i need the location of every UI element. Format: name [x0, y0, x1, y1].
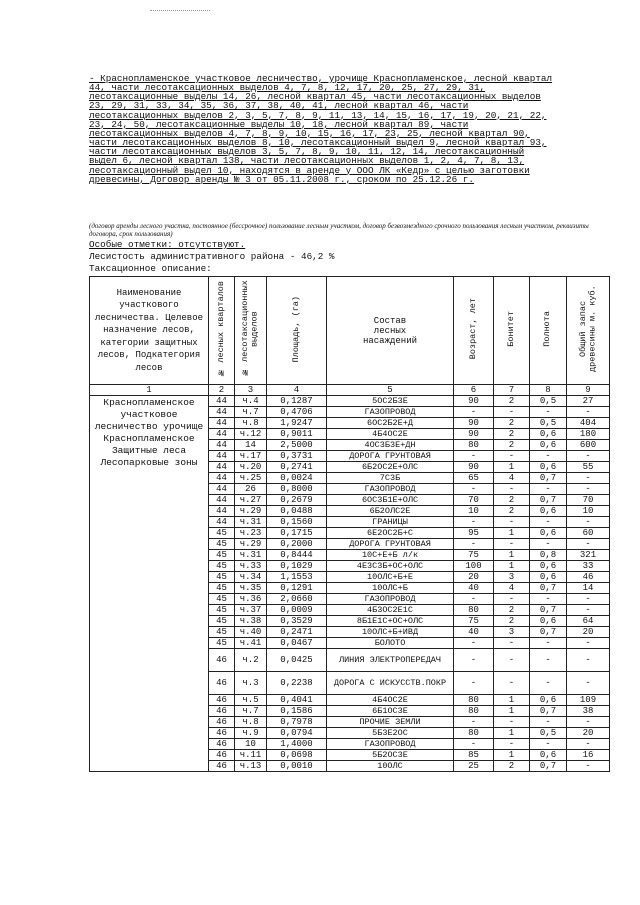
table-cell: - — [494, 672, 530, 695]
header-cell: Наименование участкового лесничества. Целевое назначение лесов, категории защитных лесов, Подкатегория лесов — [90, 277, 209, 385]
table-cell: 46 — [209, 672, 235, 695]
table-cell: - — [567, 739, 610, 750]
paragraph-line: 23, 29, 31, 33, 34, 35, 36, 37, 38, 40, 41, лесной квартал 46, части — [89, 101, 469, 111]
table-cell: - — [454, 484, 494, 495]
paragraph-line: - Краснопламенское участковое лесничество, урочище Краснопламенское, лесной квартал — [89, 74, 553, 84]
table-cell: 2 — [494, 506, 530, 517]
table-cell: ч.25 — [235, 473, 267, 484]
table-cell: 46 — [209, 750, 235, 761]
table-cell: БОЛОТО — [327, 638, 454, 649]
table-cell: ч.5 — [235, 695, 267, 706]
table-cell: - — [567, 407, 610, 418]
table-cell: 44 — [209, 495, 235, 506]
table-cell: 4Б4ОС2Е — [327, 695, 454, 706]
table-cell: 45 — [209, 605, 235, 616]
table-cell: 45 — [209, 583, 235, 594]
table-cell: 7С3Б — [327, 473, 454, 484]
table-cell: 0,6 — [530, 561, 567, 572]
table-cell: ч.40 — [235, 627, 267, 638]
table-cell: - — [454, 539, 494, 550]
table-cell: ч.29 — [235, 539, 267, 550]
table-cell: ч.7 — [235, 407, 267, 418]
table-cell: ГАЗОПРОВОД — [327, 739, 454, 750]
table-cell: - — [567, 484, 610, 495]
column-number-cell: 2 — [209, 385, 235, 396]
table-cell: ч.29 — [235, 506, 267, 517]
table-cell: 44 — [209, 429, 235, 440]
table-cell: 0,1715 — [267, 528, 327, 539]
table-cell: ч.12 — [235, 429, 267, 440]
table-cell: - — [530, 517, 567, 528]
table-cell: - — [567, 717, 610, 728]
table-cell: 0,6 — [530, 695, 567, 706]
table-cell: 0,6 — [530, 616, 567, 627]
table-cell: 2 — [494, 429, 530, 440]
table-cell: 0,6 — [530, 429, 567, 440]
table-cell: - — [567, 761, 610, 772]
table-cell: - — [530, 717, 567, 728]
table-cell: 4Б4ОС2Е — [327, 429, 454, 440]
table-cell: 10ОЛС — [327, 761, 454, 772]
table-cell: 4 — [494, 473, 530, 484]
table-cell: 0,1560 — [267, 517, 327, 528]
table-cell: - — [494, 451, 530, 462]
table-cell: - — [530, 484, 567, 495]
table-cell: 0,5 — [530, 418, 567, 429]
table-cell: 16 — [567, 750, 610, 761]
table-cell: 0,1586 — [267, 706, 327, 717]
column-number-cell: 3 — [235, 385, 267, 396]
table-cell: 0,6 — [530, 572, 567, 583]
table-cell: 44 — [209, 462, 235, 473]
table-cell: 46 — [209, 761, 235, 772]
table-cell: 404 — [567, 418, 610, 429]
table-cell: 45 — [209, 539, 235, 550]
table-cell: ч.7 — [235, 706, 267, 717]
table-cell: 6ОС2Б2Е+Д — [327, 418, 454, 429]
table-cell: 0,5 — [530, 728, 567, 739]
table-cell: - — [494, 717, 530, 728]
table-cell: 600 — [567, 440, 610, 451]
table-cell: ч.41 — [235, 638, 267, 649]
table-cell: 1,9247 — [267, 418, 327, 429]
table-cell: 44 — [209, 396, 235, 407]
table-cell: ч.23 — [235, 528, 267, 539]
column-number-cell: 4 — [267, 385, 327, 396]
table-cell: ч.31 — [235, 517, 267, 528]
table-cell: - — [454, 717, 494, 728]
table-cell: 33 — [567, 561, 610, 572]
table-cell: 45 — [209, 638, 235, 649]
table-cell: - — [454, 407, 494, 418]
table-cell: 45 — [209, 627, 235, 638]
header-cell: Полнота — [542, 311, 553, 347]
table-cell: 2,0660 — [267, 594, 327, 605]
table-cell: - — [567, 594, 610, 605]
table-cell: - — [494, 539, 530, 550]
paragraph-line: выдел 6, лесной квартал 138, части лесотаксационных выделов 1, 2, 4, 7, 8, 13, — [89, 156, 525, 166]
table-cell: 321 — [567, 550, 610, 561]
table-cell: 90 — [454, 418, 494, 429]
table-cell: ч.3 — [235, 672, 267, 695]
table-header-row — [90, 277, 610, 385]
table-cell: ч.8 — [235, 418, 267, 429]
table-cell: 0,1291 — [267, 583, 327, 594]
table-cell: ч.17 — [235, 451, 267, 462]
table-cell: - — [530, 672, 567, 695]
table-cell: 46 — [209, 739, 235, 750]
table-cell: 0,8 — [530, 550, 567, 561]
table-cell: 0,7 — [530, 583, 567, 594]
paragraph-line: части лесотаксационных выделов 3, 5, 7, 8, 9, 10, 11, 12, 14, лесотаксационный — [89, 147, 525, 157]
table-cell: - — [494, 638, 530, 649]
table-cell: 45 — [209, 561, 235, 572]
table-cell: 0,2679 — [267, 495, 327, 506]
table-cell: 2 — [494, 616, 530, 627]
table-cell: 27 — [567, 396, 610, 407]
table-cell: 8Б1Е1С+ОС+ОЛС — [327, 616, 454, 627]
table-cell: - — [530, 451, 567, 462]
table-cell: 0,0488 — [267, 506, 327, 517]
header-cell: Бонитет — [505, 311, 516, 347]
table-cell: 25 — [454, 761, 494, 772]
table-cell: 1 — [494, 528, 530, 539]
table-cell: - — [567, 451, 610, 462]
table-cell: 0,7978 — [267, 717, 327, 728]
table-cell: 0,0698 — [267, 750, 327, 761]
table-cell: 20 — [567, 728, 610, 739]
table-cell: 0,7 — [530, 473, 567, 484]
table-cell: - — [567, 638, 610, 649]
table-cell: 60 — [567, 528, 610, 539]
header-cell: Площадь, (га) — [290, 295, 301, 363]
paragraph-line: древесины, Договор аренды № 3 от 05.11.2008 г., сроком по 25.12.26 г. — [89, 174, 474, 184]
table-cell: 20 — [454, 572, 494, 583]
table-cell: 1 — [494, 728, 530, 739]
paragraph-line: 44, части лесотаксационных выделов 4, 7, 8, 12, 17, 20, 25, 27, 29, 31, — [89, 83, 486, 93]
table-cell: 0,6 — [530, 528, 567, 539]
table-cell: 0,0794 — [267, 728, 327, 739]
table-cell: ПРОЧИЕ ЗЕМЛИ — [327, 717, 454, 728]
table-cell: 0,5 — [530, 396, 567, 407]
table-cell: 46 — [567, 572, 610, 583]
table-cell: 1 — [494, 561, 530, 572]
column-number-cell: 5 — [327, 385, 454, 396]
table-cell: 44 — [209, 407, 235, 418]
table-cell: - — [567, 649, 610, 672]
table-cell: 1 — [494, 750, 530, 761]
table-cell: 2 — [494, 440, 530, 451]
table-cell: 6ОС3Б1Е+ОЛС — [327, 495, 454, 506]
table-cell: 55 — [567, 462, 610, 473]
column-number-cell: 9 — [567, 385, 610, 396]
table-cell: 46 — [209, 695, 235, 706]
table-cell: 0,3529 — [267, 616, 327, 627]
table-cell: 4Е3С3Б+ОС+ОЛС — [327, 561, 454, 572]
table-cell: 0,0024 — [267, 473, 327, 484]
table-cell: 0,4041 — [267, 695, 327, 706]
table-cell: 6Б1ОС3Е — [327, 706, 454, 717]
table-cell: 1 — [494, 695, 530, 706]
table-cell: ч.35 — [235, 583, 267, 594]
table-cell: ч.13 — [235, 761, 267, 772]
table-cell: 109 — [567, 695, 610, 706]
table-cell: 45 — [209, 528, 235, 539]
table-cell: - — [567, 672, 610, 695]
paragraph-line: лесотаксационных выделов 4, 7, 8, 9, 10, 15, 16, 17, 23, 25, лесной квартал 90, — [89, 128, 530, 139]
table-cell: 1 — [494, 462, 530, 473]
table-cell: - — [530, 649, 567, 672]
table-cell: 44 — [209, 517, 235, 528]
table-cell: 0,8444 — [267, 550, 327, 561]
table-cell: 0,7 — [530, 627, 567, 638]
header-cell: Возраст, лет — [467, 298, 478, 360]
scan-artifact — [150, 10, 210, 17]
table-cell: 2 — [494, 761, 530, 772]
table-cell: - — [494, 739, 530, 750]
table-cell: ЛИНИЯ ЭЛЕКТРОПЕРЕДАЧ — [327, 649, 454, 672]
table-cell: 46 — [209, 706, 235, 717]
table-cell: 90 — [454, 462, 494, 473]
table-cell: 4ОС3Б3Е+ДН — [327, 440, 454, 451]
table-cell: 10 — [235, 739, 267, 750]
table-cell: 45 — [209, 594, 235, 605]
lease-paragraph — [89, 74, 609, 184]
table-cell: 80 — [454, 706, 494, 717]
table-cell: ГАЗОПРОВОД — [327, 484, 454, 495]
table-cell: - — [454, 594, 494, 605]
paragraph-line: лесотаксационные выделы 14, 26, лесной квартал 45, части лесотаксационных выделов — [89, 92, 541, 102]
table-cell: 70 — [454, 495, 494, 506]
table-cell: - — [494, 517, 530, 528]
table-cell: 44 — [209, 440, 235, 451]
table-cell: ДОРОГА ГРУНТОВАЯ — [327, 451, 454, 462]
table-cell: 0,7 — [530, 706, 567, 717]
table-cell: 6Б2ОЛС2Е — [327, 506, 454, 517]
table-cell: - — [567, 473, 610, 484]
table-cell: 10ОЛС+Б+ИВД — [327, 627, 454, 638]
table-cell: 0,6 — [530, 506, 567, 517]
table-cell: 10ОЛС+Б — [327, 583, 454, 594]
table-cell: ч.33 — [235, 561, 267, 572]
table-cell: ГАЗОПРОВОД — [327, 594, 454, 605]
table-cell: 2 — [494, 418, 530, 429]
table-cell: - — [494, 484, 530, 495]
table-cell: ч.31 — [235, 550, 267, 561]
table-cell: 0,7 — [530, 605, 567, 616]
table-cell: 0,2238 — [267, 672, 327, 695]
table-cell: 14 — [235, 440, 267, 451]
special-marks: Особые отметки: отсутствуют. — [89, 239, 246, 250]
table-cell: - — [454, 672, 494, 695]
table-cell: 4Б3ОС2Е1С — [327, 605, 454, 616]
table-cell: - — [567, 605, 610, 616]
table-cell: 2,5000 — [267, 440, 327, 451]
table-cell: 5ОС2Б3Е — [327, 396, 454, 407]
table-cell: 0,4706 — [267, 407, 327, 418]
table-cell: 0,0009 — [267, 605, 327, 616]
forestry-description-cell: Краснопламенское участковое лесничество урочище Краснопламенское Защитные леса Лесопарковые зоны — [90, 396, 209, 772]
table-cell: 0,3731 — [267, 451, 327, 462]
table-cell: 44 — [209, 506, 235, 517]
table-cell: 0,1029 — [267, 561, 327, 572]
table-cell: - — [454, 739, 494, 750]
table-cell: 0,2741 — [267, 462, 327, 473]
table-cell: 80 — [454, 440, 494, 451]
table-cell: 85 — [454, 750, 494, 761]
table-cell: 38 — [567, 706, 610, 717]
header-cell: Состав лесных насаждений — [327, 277, 454, 385]
table-cell: - — [494, 649, 530, 672]
paragraph-line: 23, 24, 50, лесотаксационные выделы 10, 18, лесной квартал 89, части — [89, 119, 469, 129]
table-cell: 180 — [567, 429, 610, 440]
column-number-cell: 1 — [90, 385, 209, 396]
table-cell: 64 — [567, 616, 610, 627]
table-cell: 0,6 — [530, 440, 567, 451]
table-cell: 0,0010 — [267, 761, 327, 772]
table-cell: ч.9 — [235, 728, 267, 739]
table-cell: - — [530, 594, 567, 605]
table-cell: 44 — [209, 473, 235, 484]
table-cell: - — [454, 451, 494, 462]
table-cell: ГАЗОПРОВОД — [327, 407, 454, 418]
table-cell: 2 — [494, 495, 530, 506]
table-body — [90, 396, 610, 772]
table-cell: 6Е2ОС2Б+С — [327, 528, 454, 539]
table-cell: 0,0467 — [267, 638, 327, 649]
table-cell: 4 — [494, 583, 530, 594]
table-cell: 44 — [209, 418, 235, 429]
table-cell: ч.38 — [235, 616, 267, 627]
table-cell: - — [530, 638, 567, 649]
table-cell: ч.37 — [235, 605, 267, 616]
table-cell: 0,6 — [530, 462, 567, 473]
table-cell: 95 — [454, 528, 494, 539]
table-cell: 75 — [454, 550, 494, 561]
table-cell: ч.8 — [235, 717, 267, 728]
table-cell: 2 — [494, 396, 530, 407]
column-number-row — [90, 385, 610, 396]
table-cell: 0,1287 — [267, 396, 327, 407]
table-cell: 0,7 — [530, 761, 567, 772]
table-cell: 1,4000 — [267, 739, 327, 750]
header-cell: Общий запас древесины м. куб. — [577, 285, 597, 373]
table-cell: 0,0425 — [267, 649, 327, 672]
table-cell: 14 — [567, 583, 610, 594]
table-cell: 0,2471 — [267, 627, 327, 638]
lease-note: (договор аренды лесного участка, постоянное (бессрочное) пользование лесным участком, договор безвозмездного срочного пользования лесным участком, реквизиты договора, срок пользования) — [89, 222, 589, 238]
table-cell: - — [454, 649, 494, 672]
table-cell: 46 — [209, 728, 235, 739]
table-cell: 10 — [454, 506, 494, 517]
header-cell: № лесных кварталов — [215, 280, 226, 378]
paragraph-line: лесотаксационных выделов 2, 3, 5, 7, 8, 9, 11, 13, 14, 15, 16, 17, 19, 20, 21, 22, — [89, 110, 547, 120]
table-cell: 0,9011 — [267, 429, 327, 440]
paragraph-line: лесотаксационный выдел 10, находятся в аренде у ООО ЛК «Кедр» с целью заготовки — [89, 165, 530, 175]
table-cell: 45 — [209, 616, 235, 627]
table-cell: 3 — [494, 627, 530, 638]
taxation-table — [89, 276, 610, 772]
table-cell: 65 — [454, 473, 494, 484]
column-number-cell: 8 — [530, 385, 567, 396]
table-cell: 0,2000 — [267, 539, 327, 550]
table-cell: 90 — [454, 429, 494, 440]
table-cell: ч.4 — [235, 396, 267, 407]
table-cell: 40 — [454, 583, 494, 594]
table-cell: - — [567, 517, 610, 528]
table-cell: 10 — [567, 506, 610, 517]
table-cell: 100 — [454, 561, 494, 572]
table-row — [90, 396, 610, 407]
table-cell: 70 — [567, 495, 610, 506]
table-cell: 80 — [454, 605, 494, 616]
table-cell: 10С+Е+Б л/к — [327, 550, 454, 561]
table-cell: 75 — [454, 616, 494, 627]
table-cell: ч.2 — [235, 649, 267, 672]
table-cell: 45 — [209, 572, 235, 583]
table-cell: - — [494, 594, 530, 605]
table-cell: 20 — [567, 627, 610, 638]
table-cell: ч.34 — [235, 572, 267, 583]
table-cell: 44 — [209, 484, 235, 495]
table-cell: 1,1553 — [267, 572, 327, 583]
table-cell: 44 — [209, 451, 235, 462]
table-cell: 0,7 — [530, 495, 567, 506]
table-cell: 90 — [454, 396, 494, 407]
column-number-cell: 7 — [494, 385, 530, 396]
table-cell: 0,6 — [530, 750, 567, 761]
table-cell: 3 — [494, 572, 530, 583]
table-cell: 6Б2ОС2Е+ОЛС — [327, 462, 454, 473]
paragraph-line: части лесотаксационных выделов 8, 10, лесотаксационный выдел 9, лесной квартал 93, — [89, 138, 547, 148]
table-cell: 40 — [454, 627, 494, 638]
table-cell: - — [530, 407, 567, 418]
table-cell: 80 — [454, 728, 494, 739]
forest-cover: Лесистость административного района - 46,2 % — [89, 251, 335, 262]
table-cell: 5Б2ОС3Е — [327, 750, 454, 761]
table-cell: 45 — [209, 550, 235, 561]
table-cell: 46 — [209, 649, 235, 672]
header-cell: № лесотаксационных выделов — [240, 280, 260, 378]
table-cell: - — [530, 539, 567, 550]
table-cell: 5Б3Е2ОС — [327, 728, 454, 739]
table-cell: - — [454, 638, 494, 649]
table-cell: ч.20 — [235, 462, 267, 473]
table-cell: ч.36 — [235, 594, 267, 605]
table-cell: 10ОЛС+Б+Е — [327, 572, 454, 583]
table-cell: ч.11 — [235, 750, 267, 761]
table-cell: ГРАНИЦЫ — [327, 517, 454, 528]
table-cell: 46 — [209, 717, 235, 728]
table-cell: - — [494, 407, 530, 418]
table-cell: 0,8000 — [267, 484, 327, 495]
table-cell: 26 — [235, 484, 267, 495]
table-cell: - — [454, 517, 494, 528]
table-cell: 1 — [494, 706, 530, 717]
taxation-title: Таксационное описание: — [89, 263, 212, 274]
table-cell: 2 — [494, 605, 530, 616]
table-cell: ДОРОГА ГРУНТОВАЯ — [327, 539, 454, 550]
table-cell: - — [567, 539, 610, 550]
table-cell: ч.27 — [235, 495, 267, 506]
table-cell: 1 — [494, 550, 530, 561]
table-cell: 80 — [454, 695, 494, 706]
table-cell: ДОРОГА С ИСКУССТВ.ПОКР — [327, 672, 454, 695]
table-cell: - — [530, 739, 567, 750]
column-number-cell: 6 — [454, 385, 494, 396]
